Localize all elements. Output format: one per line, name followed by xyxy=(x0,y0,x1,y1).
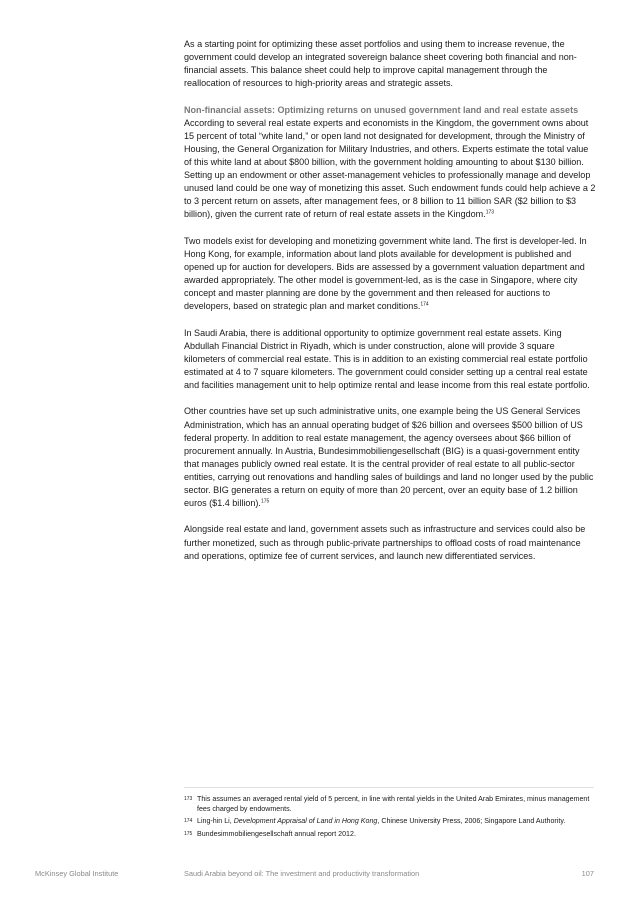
footnote-author: Ling-hin Li, xyxy=(197,817,234,826)
footnote-publisher: , Chinese University Press, 2006; Singapore Land Authority. xyxy=(377,817,566,826)
body-paragraph-1-text: According to several real estate experts and economists in the Kingdom, the government owns about 15 percent of total “white land,” or open land not designated for development, through the Ministry of Housing, the General Organization for Military Industries, and others. Experts estimate the total value of this white land at about $800 billion, with the government holding amounting to about $130 billion. Setting up an endowment or other asset-management vehicles to professionally manage and develop unused land could be one way of monetizing this asset. Such endowment funds could help achieve a 2 to 3 percent return on assets, after management fees, or 8 billion to 11 billion SAR ($2 billion to $3 billion), given the current rate of return of real estate assets in the Kingdom. xyxy=(184,117,596,220)
footer-report-title: Saudi Arabia beyond oil: The investment and productivity transformation xyxy=(184,869,420,878)
footnote-text: Bundesimmobiliengesellschaft annual report 2012. xyxy=(197,830,356,839)
body-paragraph-4-text: Other countries have set up such administrative units, one example being the US General Services Administration, which has an annual operating budget of $26 billion and oversees $500 billion of US federal property. In addition to real estate management, the agency oversees about $66 billion of procurement annually. In Austria, Bundesimmobiliengesellschaft (BIG) is a quasi-government entity that manages publicly owned real estate. It is the central provider of real estate to all public-sector entities, carrying out renovations and handling sales of buildings and land no longer used by the public sector. BIG generates a return on equity of more than 20 percent, over an equity base of 1.2 billion euros ($1.4 billion). xyxy=(184,406,594,509)
footnote-number: 173 xyxy=(184,796,193,802)
footnote-ref-175[interactable]: 175 xyxy=(260,498,270,505)
main-text xyxy=(184,38,596,563)
footnote-173 xyxy=(184,795,596,814)
body-paragraph-3: In Saudi Arabia, there is additional opportunity to optimize government real estate assets. King Abdullah Financial District in Riyadh, which is under construction, alone will provide 3 square kilometers of commercial real estate. This is in addition to an existing commercial real estate portfolio estimated at 4 to 7 square kilometers. The government could consider setting up a central real estate and facilities management unit to help optimize rental and lease income from this real estate portfolio. xyxy=(184,327,590,391)
section-heading: Non-financial assets: Optimizing returns on unused government land and real estate assets xyxy=(184,104,579,115)
footnote-number: 175 xyxy=(184,831,193,838)
body-paragraph-4 xyxy=(184,405,596,510)
body-paragraph-5: Alongside real estate and land, government assets such as infrastructure and services could also be further monetized, such as through public-private partnerships to offload costs of road maintenance and operations, optimize fee of current services, and launch new differentiated services. xyxy=(184,524,586,561)
intro-paragraph: As a starting point for optimizing these asset portfolios and using them to increase revenue, the government could develop an integrated sovereign balance sheet covering both financial and non-financial assets. This balance sheet could help to improve capital management through the reallocation of resources to high-priority areas and strategic assets. xyxy=(184,39,577,89)
page-number: 107 xyxy=(581,869,594,878)
footnote-175 xyxy=(184,830,596,840)
footnote-book-title: Development Appraisal of Land in Hong Kong xyxy=(233,817,378,826)
body-paragraph-1 xyxy=(184,117,596,222)
footnote-number: 174 xyxy=(184,818,193,825)
footnote-ref-174[interactable]: 174 xyxy=(420,301,429,308)
footnote-text xyxy=(197,817,596,827)
footnote-ref-173[interactable]: 173 xyxy=(485,209,495,216)
footnotes xyxy=(184,795,596,843)
footnote-text: This assumes an averaged rental yield of 5 percent, in line with rental yields in the United Arab Emirates, minus management fees charged by endowments. xyxy=(197,795,590,813)
footnote-divider xyxy=(184,787,594,788)
footnote-174 xyxy=(184,817,596,827)
footer-publisher: McKinsey Global Institute xyxy=(35,869,119,878)
body-paragraph-2 xyxy=(184,235,596,314)
body-paragraph-2-text: Two models exist for developing and monetizing government white land. The first is developer-led. In Hong Kong, for example, information about land plots available for development is published and opened up for auction for developers. Bids are assessed by a government valuation department and awarded appropriately. The other model is government-led, as is the case in Singapore, where city concept and master planning are done by the government and then released for auctions to developers, based on strategic plan and market conditions. xyxy=(184,235,587,312)
